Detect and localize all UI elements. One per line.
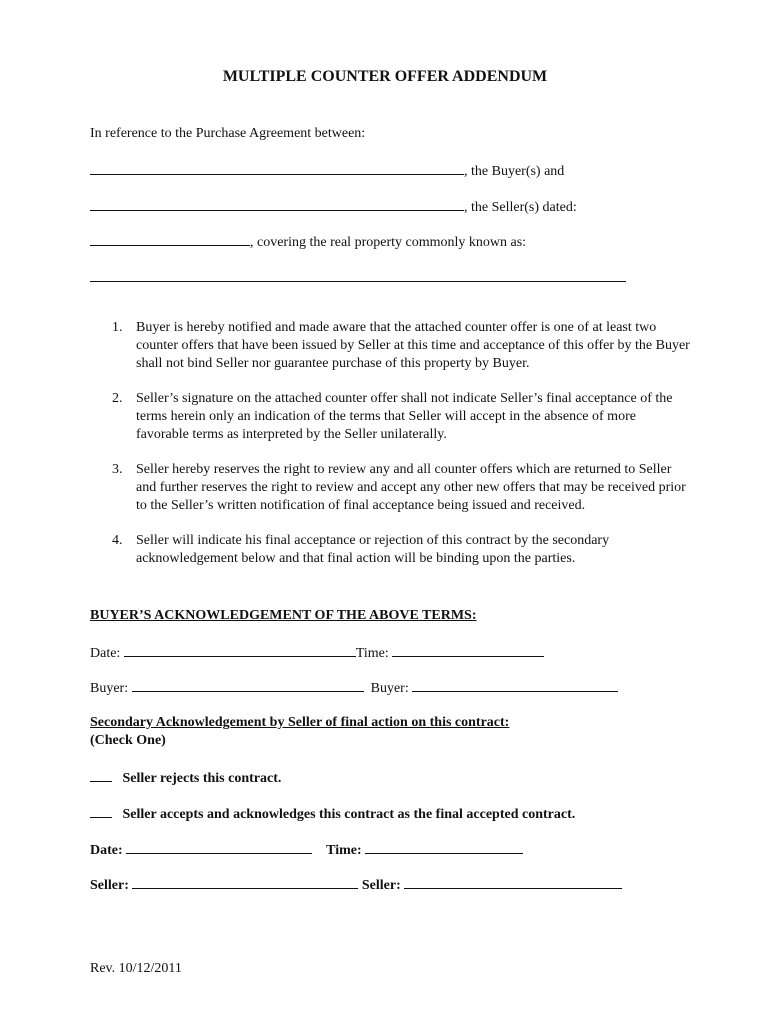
sellers-suffix: , the Seller(s) dated: [464, 200, 577, 215]
seller-date-time-line [90, 840, 523, 860]
buyer-2-signature-field[interactable] [412, 678, 618, 692]
term-item: 3. Seller hereby reserves the right to review any and all counter offers which are returned to Seller and further reserves the right to review and accept any other new offers that may be received prior to the Seller’s written notification of final acceptance being issued and received. [112, 462, 686, 513]
buyer-1-signature-field[interactable] [132, 678, 364, 692]
sellers-name-field[interactable] [90, 197, 464, 211]
buyers-line [90, 161, 564, 181]
buyer-label: Buyer: [370, 681, 409, 696]
check-one: (Check One) [90, 733, 166, 748]
accept-label: Seller accepts and acknowledges this contract as the final accepted contract. [122, 807, 576, 822]
seller-date-field[interactable] [126, 840, 312, 854]
date-property-line [90, 232, 526, 252]
buyer-label: Buyer: [90, 681, 129, 696]
buyer-time-field[interactable] [392, 643, 544, 657]
property-address-field[interactable] [90, 268, 626, 282]
buyer-signature-line [90, 678, 618, 698]
seller-signature-line [90, 875, 622, 895]
time-label: Time: [326, 843, 362, 858]
seller-1-signature-field[interactable] [132, 875, 358, 889]
term-text: Seller’s signature on the attached counter offer shall not indicate Seller’s final acceptance of the terms herein only an indication of the terms that Seller will accept in the absence of more favorable terms as interpreted by the Seller unilaterally. [136, 391, 673, 442]
accept-checkbox[interactable] [90, 804, 112, 818]
seller-time-field[interactable] [365, 840, 523, 854]
term-text: Buyer is hereby notified and made aware that the attached counter offer is one of at least two counter offers that have been issued by Seller at this time and acceptance of this offer by the Buyer shall not bind Seller nor guarantee purchase of this property by Buyer. [136, 320, 690, 371]
buyer-date-field[interactable] [124, 643, 356, 657]
buyer-ack-heading: BUYER’S ACKNOWLEDGEMENT OF THE ABOVE TERMS: [90, 608, 477, 623]
property-suffix: , covering the real property commonly known as: [250, 235, 527, 250]
intro-text: In reference to the Purchase Agreement between: [90, 126, 366, 141]
agreement-date-field[interactable] [90, 232, 250, 246]
reject-checkbox[interactable] [90, 768, 112, 782]
buyer-date-time-line [90, 643, 544, 663]
term-text: Seller hereby reserves the right to review any and all counter offers which are returned to Seller and further reserves the right to review and accept any other new offers that may be received prior to the Seller’s written notification of final acceptance being issued and received. [136, 462, 686, 513]
reject-label: Seller rejects this contract. [122, 771, 282, 786]
seller-label: Seller: [361, 878, 401, 893]
sellers-line [90, 197, 577, 217]
term-text: Seller will indicate his final acceptance or rejection of this contract by the secondary acknowledgement below and that final action will be binding upon the parties. [136, 533, 610, 566]
term-item: 1. Buyer is hereby notified and made aware that the attached counter offer is one of at least two counter offers that have been issued by Seller at this time and acceptance of this offer by the Buyer shall not bind Seller nor guarantee purchase of this property by Buyer. [112, 320, 690, 371]
terms-list [90, 319, 690, 585]
term-item: 4. Seller will indicate his final acceptance or rejection of this contract by the secondary acknowledgement below and that final action will be binding upon the parties. [112, 533, 610, 566]
buyers-suffix: , the Buyer(s) and [464, 164, 565, 179]
date-label: Date: [90, 646, 121, 661]
time-label: Time: [355, 646, 389, 661]
reject-option [90, 768, 281, 788]
seller-2-signature-field[interactable] [404, 875, 622, 889]
accept-option [90, 804, 575, 824]
term-item: 2. Seller’s signature on the attached counter offer shall not indicate Seller’s final acceptance of the terms herein only an indication of the terms that Seller will accept in the absence of more favorable terms as interpreted by the Seller unilaterally. [112, 391, 673, 442]
revision-date: Rev. 10/12/2011 [90, 961, 182, 976]
property-address-line [90, 268, 626, 288]
date-label: Date: [90, 843, 123, 858]
buyers-name-field[interactable] [90, 161, 464, 175]
document-title: MULTIPLE COUNTER OFFER ADDENDUM [222, 68, 548, 85]
seller-label: Seller: [90, 878, 129, 893]
secondary-heading: Secondary Acknowledgement by Seller of final action on this contract: [90, 715, 510, 730]
